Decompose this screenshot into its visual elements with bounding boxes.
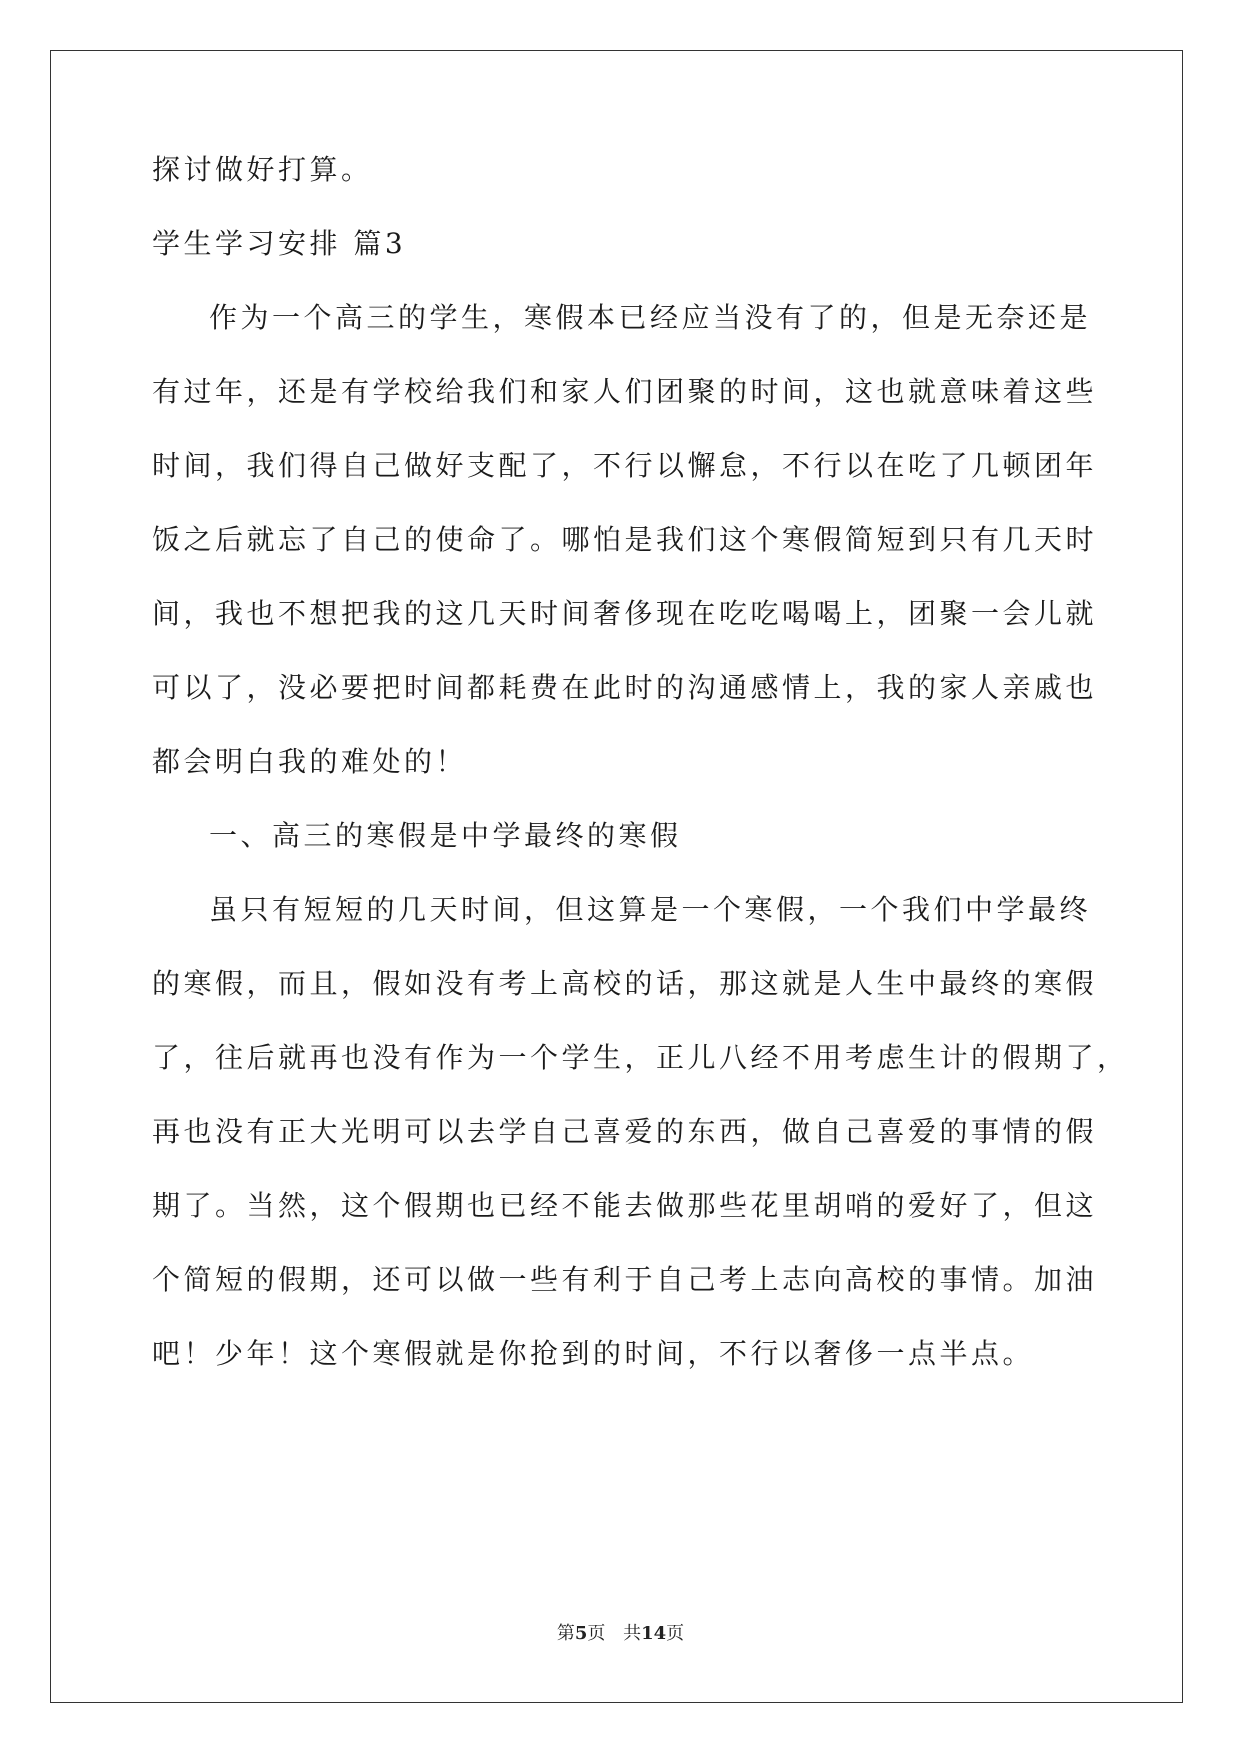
paragraph-line: 时间，我们得自己做好支配了，不行以懈怠，不行以在吃了几顿团年 [152, 449, 1098, 482]
paragraph-line: 再也没有正大光明可以去学自己喜爱的东西，做自己喜爱的事情的假 [152, 1115, 1098, 1148]
section-heading: 学生学习安排 篇3 [152, 227, 407, 260]
paragraph-line: 个简短的假期，还可以做一些有利于自己考上志向高校的事情。加油 [152, 1263, 1098, 1296]
paragraph-line: 间，我也不想把我的这几天时间奢侈现在吃吃喝喝上，团聚一会儿就 [152, 597, 1098, 630]
paragraph-line: 的寒假，而且，假如没有考上高校的话，那这就是人生中最终的寒假 [152, 967, 1098, 1000]
subheading: 一、高三的寒假是中学最终的寒假 [209, 819, 682, 852]
total-pages: 14 [641, 1623, 667, 1644]
paragraph-line: 有过年，还是有学校给我们和家人们团聚的时间，这也就意味着这些 [152, 375, 1098, 408]
paragraph-line: 可以了，没必要把时间都耗费在此时的沟通感情上，我的家人亲戚也 [152, 671, 1098, 704]
paragraph-line: 吧！少年！这个寒假就是你抢到的时间，不行以奢侈一点半点。 [152, 1337, 1035, 1370]
paragraph-line: 虽只有短短的几天时间，但这算是一个寒假，一个我们中学最终 [209, 893, 1092, 926]
paragraph-line: 作为一个高三的学生，寒假本已经应当没有了的，但是无奈还是 [209, 301, 1092, 334]
paragraph-line: 饭之后就忘了自己的使命了。哪怕是我们这个寒假简短到只有几天时 [152, 523, 1098, 556]
page-number: 5 [574, 1623, 588, 1644]
total-pages-indicator: 共14页 [623, 1623, 685, 1644]
paragraph-line: 都会明白我的难处的！ [152, 745, 468, 778]
page-indicator: 第5页 [556, 1623, 606, 1644]
text-line: 探讨做好打算。 [152, 153, 373, 186]
page-footer [0, 1622, 1241, 1646]
paragraph-line: 了，往后就再也没有作为一个学生，正儿八经不用考虑生计的假期了， [152, 1041, 1129, 1074]
paragraph-line: 期了。当然，这个假期也已经不能去做那些花里胡哨的爱好了，但这 [152, 1189, 1098, 1222]
